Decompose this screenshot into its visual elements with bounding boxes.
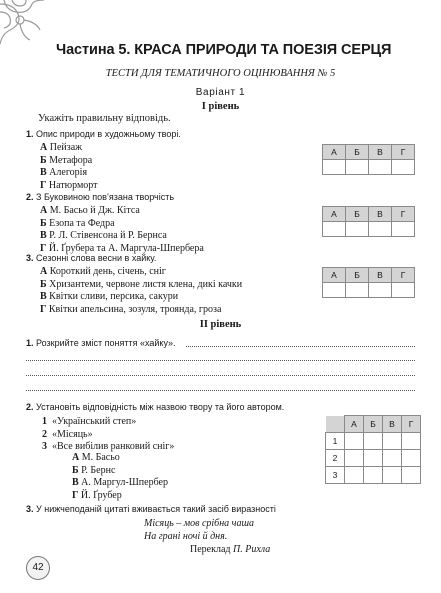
answer-cell[interactable]: [369, 283, 392, 298]
option: А Короткий день, січень, сніг: [40, 266, 166, 277]
work-item: 2 «Місяць»: [42, 428, 93, 440]
matching-grid: А Б В Г 1 2 3: [325, 415, 421, 484]
option: Г Квітки апельсина, зозуля, троянда, гроза: [40, 303, 222, 315]
level-2-heading: II рівень: [199, 319, 242, 330]
work-item: 1 «Український степ»: [42, 416, 137, 427]
work-item: 3 «Все вибілив ранковий сніг»: [42, 441, 175, 452]
match-cell[interactable]: [383, 433, 402, 450]
question-2: 2. З Буковиною пов’язана творчість: [26, 192, 175, 202]
quote-line: Місяць – мов срібна чаша: [144, 518, 254, 529]
option: Г Й. Ґрубера та А. Маргула-Шпербера: [40, 242, 204, 254]
option: Б Езопа та Федра: [40, 217, 115, 229]
question-3: 3. Сезонні слова весни в хайку.: [26, 253, 157, 263]
question-2-3: 3. У нижчеподаній цитаті вживається такий засіб виразності: [26, 504, 276, 514]
match-cell[interactable]: [364, 450, 383, 467]
match-cell[interactable]: [345, 433, 364, 450]
option: Б Хризантеми, червоне листя клена, дикі качки: [40, 278, 243, 290]
question-3-options: [40, 266, 242, 316]
answer-grid-2: А Б В Г: [322, 206, 415, 237]
question-1-options: [40, 142, 98, 192]
works-list: [42, 416, 174, 454]
page-title: Частина 5. КРАСА ПРИРОДИ ТА ПОЕЗІЯ СЕРЦЯ: [56, 42, 392, 58]
option: А Пейзаж: [40, 142, 83, 153]
answer-line[interactable]: [26, 375, 415, 376]
match-cell[interactable]: [383, 450, 402, 467]
match-cell[interactable]: [364, 433, 383, 450]
answer-cell[interactable]: [323, 222, 346, 237]
option: В Алегорія: [40, 167, 88, 178]
quote-block: [144, 517, 254, 543]
answer-cell[interactable]: [346, 160, 369, 175]
page-number: 42: [26, 556, 50, 580]
option: В Р. Л. Стівенсона й Р. Бернса: [40, 230, 167, 241]
variant-label: Варіант 1: [195, 87, 246, 98]
question-2-2: 2. Установіть відповідність між назвою твору та його автором.: [26, 402, 285, 412]
option: В Квітки сливи, персика, сакури: [40, 291, 179, 302]
author-item: Г Й. Ґрубер: [72, 489, 122, 501]
answer-line[interactable]: [26, 390, 415, 391]
author-item: А М. Басьо: [72, 452, 120, 463]
answer-cell[interactable]: [392, 283, 415, 298]
corner-ornament: [0, 0, 60, 56]
question-2-1: 1. Розкрийте зміст поняття «хайку».: [26, 338, 186, 348]
option: Б Метафора: [40, 154, 93, 166]
quote-line: На грані ночі й дня.: [144, 531, 228, 542]
match-cell[interactable]: [402, 433, 421, 450]
instruction-text: Укажіть правильну відповідь.: [38, 113, 171, 124]
answer-cell[interactable]: [346, 222, 369, 237]
translation-credit: Переклад П. Рихла: [190, 544, 271, 555]
answer-cell[interactable]: [392, 222, 415, 237]
match-cell[interactable]: [383, 467, 402, 484]
question-2-options: [40, 205, 204, 255]
answer-cell[interactable]: [369, 222, 392, 237]
level-1-heading: I рівень: [201, 101, 240, 112]
match-cell[interactable]: [402, 450, 421, 467]
match-cell[interactable]: [345, 467, 364, 484]
option: Г Натюрморт: [40, 179, 98, 191]
author-item: Б Р. Бернс: [72, 464, 116, 476]
match-cell[interactable]: [345, 450, 364, 467]
answer-grid-3: А Б В Г: [322, 267, 415, 298]
answer-line[interactable]: [26, 360, 415, 361]
answer-cell[interactable]: [369, 160, 392, 175]
option: А М. Басьо й Дж. Кітса: [40, 205, 140, 216]
answer-cell[interactable]: [323, 160, 346, 175]
match-cell[interactable]: [402, 467, 421, 484]
question-1: 1. Опис природи в художньому творі.: [26, 129, 181, 139]
answer-grid-1: А Б В Г: [322, 144, 415, 175]
authors-list: [72, 452, 168, 502]
answer-cell[interactable]: [346, 283, 369, 298]
answer-cell[interactable]: [392, 160, 415, 175]
answer-cell[interactable]: [323, 283, 346, 298]
match-cell[interactable]: [364, 467, 383, 484]
test-subtitle: ТЕСТИ ДЛЯ ТЕМАТИЧНОГО ОЦІНЮВАННЯ № 5: [105, 68, 336, 79]
author-item: В А. Маргул-Шпербер: [72, 477, 168, 488]
